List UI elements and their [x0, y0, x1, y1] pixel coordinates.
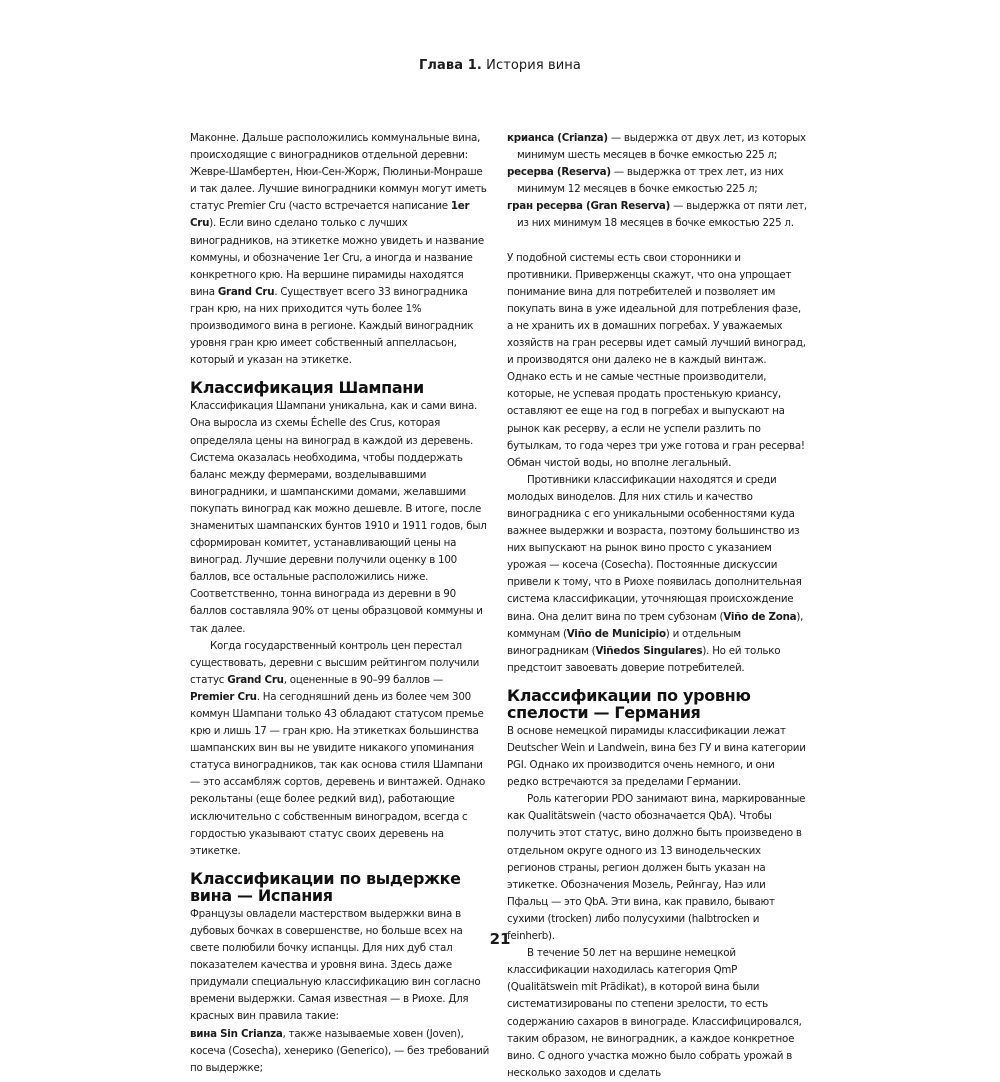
text-run: . Существует всего 33 виноградника гран крю, на них приходится чуть более 1% производимого вина в регионе. Каждый виноградник уровня гран крю имеет собственный аппелласьон, который и указан на этикетке.: [190, 285, 474, 367]
text-run: — выдержка от пяти лет, из них минимум 18 месяцев в бочке емкостью 225 л.: [517, 200, 807, 230]
text-run: ). Но ей только предстоит завоевать доверие потребителей.: [507, 644, 781, 674]
paragraph-champagne-2: [190, 638, 490, 860]
text-run: Противники классификации находятся и среди молодых виноделов. Для них стиль и качество виноградника с его уникальными особенностями куда важнее выдержки и возраста, поэтому большинство из них выпускают на рынок вино просто с указанием урожая — косеча (Cosecha). Постоянные дискуссии привели к тому, что в Риохе появилась дополнительная система классификации, уточняющая происхождение вина. Она делит вина по трем субзонам (: [507, 473, 802, 623]
grade-crianza: [507, 130, 807, 164]
text-run: , также называемые ховен (Joven), косеча (Cosecha), хенерико (Generico), — без требований по выдержке;: [190, 1027, 490, 1074]
text-run: , оцененные в 90–99 баллов —: [283, 673, 443, 686]
bold-term: Grand Cru: [227, 673, 284, 686]
heading-spain: Классификации по выдержке вина — Испания: [190, 868, 461, 905]
text-run: ) и отдельным виноградникам (: [507, 627, 741, 657]
grade-reserva: [507, 164, 807, 198]
heading-champagne: Классификация Шампани: [190, 378, 424, 398]
bold-term: Viñedos Singulares: [595, 644, 703, 657]
bold-term: Premier Cru: [190, 690, 257, 703]
paragraph-germany-1: В основе немецкой пирамиды классификации лежат Deutscher Wein и Landwein, вина без ГУ и вина категории PGI. Однако их производится очень немного, и они редко встречаются за пределами Германии.: [507, 724, 806, 789]
text-run: ), коммунам (: [507, 610, 804, 640]
text-run: — выдержка от двух лет, из которых минимум шесть месяцев в бочке емкостью 225 л;: [517, 132, 806, 162]
bold-term: Grand Cru: [217, 285, 275, 298]
grade-list: [507, 130, 807, 233]
page-number: 21: [489, 930, 511, 948]
paragraph-supporters: У подобной системы есть свои сторонники и противники. Приверженцы скажут, что она упрощает понимание вина для потребителей и позволяет им покупать вина в уже идеальной для потребления фазе, а не хранить их в домашних погребах. У уважаемых хозяйств на гран ресервы идет самый лучший виноград, и производятся они далеко не в каждый винтаж. Однако есть и не самые честные производители, которые, не успевая продать простенькую криансу, оставляют ее еще на год в погребах и выпускают на рынок как ресерву, а если не успели разлить по бутылкам, то года через три уже готова и гран ресерва! Обман чистой воды, но вполне легальный.: [507, 251, 806, 469]
bold-term: гран ресерва (Gran Reserva): [507, 200, 671, 213]
bold-term: вина Sin Crianza: [190, 1027, 283, 1040]
paragraph-champagne-1: Классификация Шампани уникальна, как и сами вина. Она выросла из схемы Échelle des Crus, которая определяла цены на виноград в каждой из деревень. Система оказалась необходима, чтобы поддержать баланс между фермерами, возделывавшими виноградники, и шампанскими домами, желавшими покупать виноград как можно дешевле. В итоге, после знаменитых шампанских бунтов 1910 и 1911 годов, был сформирован комитет, устанавливающий цены на виноград. Лучшие деревни получили оценку в 100 баллов, все остальные расположились ниже. Соответственно, тонна винограда из деревни в 90 баллов составляла 90% от цены образцовой коммуны и так далее.: [190, 400, 487, 635]
bold-term: Viño de Municipio: [566, 627, 666, 640]
bold-term: ресерва (Reserva): [507, 166, 611, 179]
bold-term: Viño de Zona: [723, 610, 797, 623]
running-head: [0, 58, 1000, 73]
text-run: — выдержка от трех лет, из них минимум 12 месяцев в бочке емкостью 225 л;: [517, 166, 784, 196]
heading-germany: Классификации по уровню спелости — Германия: [507, 685, 751, 722]
chapter-label: Глава 1.: [419, 58, 482, 73]
paragraph-spain: Французы овладели мастерством выдержки вина в дубовых бочках в совершенстве, но больше всех на свете полюбили бочку испанцы. Для них дуб стал показателем качества и уровня вина. Здесь даже придумали специальную классификацию вин согласно времени выдержки. Самая известная — в Риохе. Для красных вин правила такие:: [190, 907, 481, 1023]
paragraph-germany-2: Роль категории PDO занимают вина, маркированные как Qualitätswein (часто обозначается QbA). Чтобы получить этот статус, вино должно быть произведено в отдельном округе одного из 13 винодельческих регионов страны, регион должен быть указан на этикетке. Обозначения Мозель, Рейнгау, Наэ или Пфальц — это QbA. Эти вина, как правило, бывают сухими (trocken) либо полусухими (halbtrocken и feinherb).: [507, 793, 806, 943]
grade-sin-crianza: [190, 1026, 490, 1077]
paragraph-opponents: [507, 472, 807, 677]
text-run: Когда государственный контроль цен перестал существовать, деревни с высшим рейтингом получили статус: [190, 639, 480, 686]
paragraph-germany-3: В течение 50 лет на вершине немецкой классификации находилась категория QmP (Qualitätswein mit Prädikat), в которой вина были систематизированы по степени зрелости, то есть содержанию сахаров в винограде. Классифицировался, таким образом, не виноградник, а каждое конкретное вино. С одного участка можно было собрать урожай в несколько заходов и сделать: [507, 947, 802, 1079]
bold-term: крианса (Crianza): [507, 132, 608, 144]
bold-term: 1er Cru: [190, 200, 470, 230]
text-run: Маконне. Дальше расположились коммунальные вина, происходящие с виноградников отдельной деревни: Жевре-Шамбертен, Нюи-Сен-Жорж, Пюлиньи-Монраше и так далее. Лучшие виноградники коммун могут иметь статус Premier Cru (часто встречается написание: [190, 132, 487, 213]
text-run: . На сегодняшний день из более чем 300 коммун Шампани только 43 обладают статусом премье крю и лишь 17 — гран крю. На этикетках большинства шампанских вин вы не увидите никакого упоминания статуса виноградников, так как основа стиля Шампани — это ассамбляж сортов, деревень и винтажей. Однако рекольтаны (еще более редкий вид), работающие исключительно с собственным виноградом, всегда с гордостью указывают статус своих деревень на этикетке.: [190, 690, 486, 857]
text-run: ). Если вино сделано только с лучших виноградников, на этикетке можно увидеть и название коммуны, и обозначение 1er Cru, а иногда и название конкретного крю. На вершине пирамиды находятся вина: [190, 217, 484, 298]
grade-gran-reserva: [507, 198, 807, 232]
paragraph-burgundy: [190, 130, 490, 369]
chapter-title: История вина: [481, 58, 581, 73]
